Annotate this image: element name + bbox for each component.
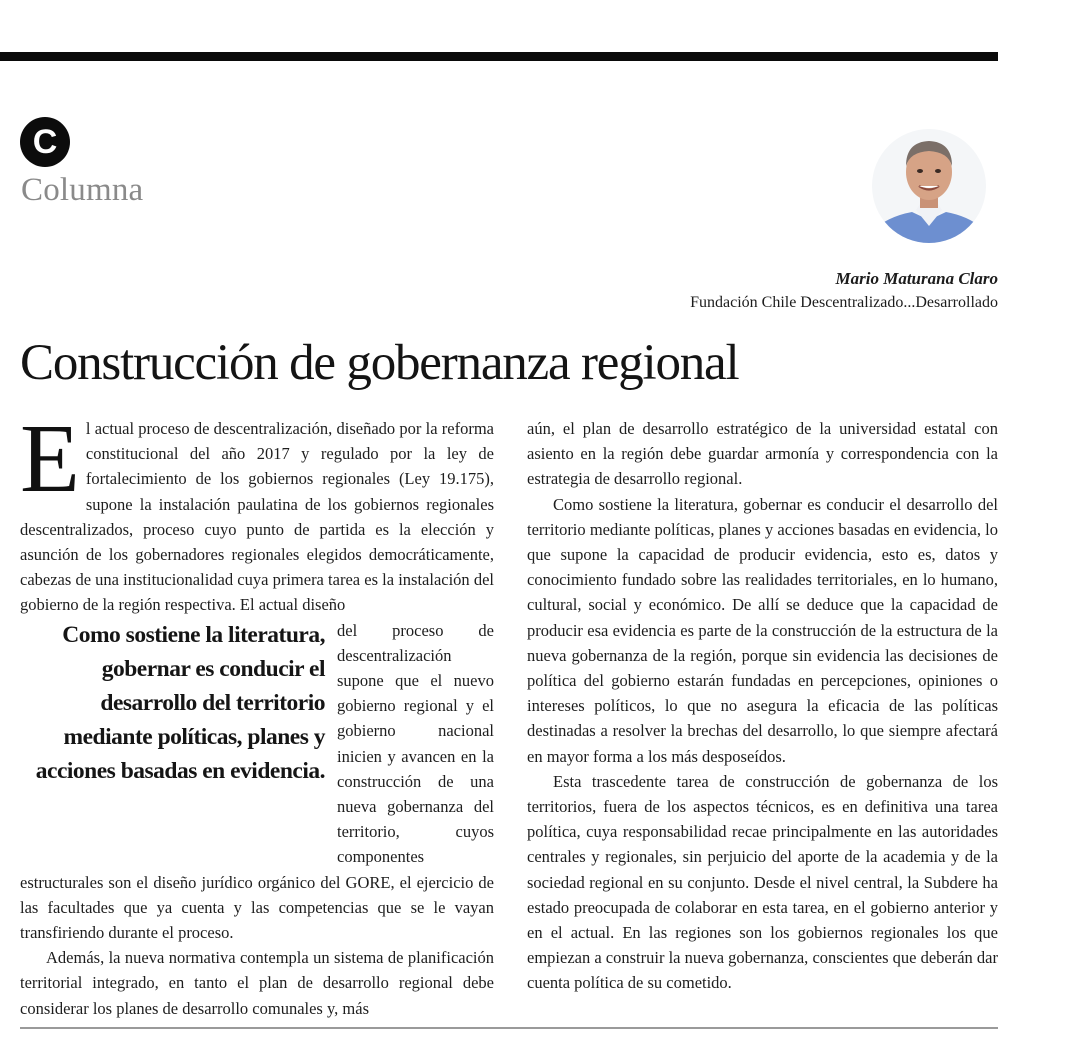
right-column (527, 416, 998, 996)
section-label: Columna (21, 172, 144, 208)
paragraph-2: Además, la nueva normativa contempla un sistema de planificación territorial integrado, en tanto el plan de desarrollo regional debe considerar los planes de desarrollo comunales y, más (20, 948, 494, 1018)
pull-quote: Como sostiene la literatura, gobernar es conducir el desarrollo del territorio mediante políticas, planes y acciones basadas en evidencia. (35, 621, 325, 784)
drop-cap: E (20, 405, 80, 513)
author-photo (872, 120, 986, 246)
author-organization: Fundación Chile Descentralizado...Desarrollado (690, 294, 998, 311)
author-name: Mario Maturana Claro (835, 269, 998, 288)
paragraph-1-continuation: del proceso de descentralización supone que el nuevo gobierno regional y el gobierno nacional inicien y avancen en la construcción de una nueva gobernanza del territorio, cuyos componentes estructurales son el diseño jurídico orgánico del GORE, el ejercicio de las facultades que ya cuenta y las competencias que se le vayan transfiriendo durante el proceso. (20, 620, 494, 943)
left-column (20, 405, 494, 1021)
column-badge-icon: C (20, 117, 70, 167)
paragraph-1-part-a: l actual proceso de descentralización, diseñado por la reforma constitucional del año 2017 y regulado por la ley de fortalecimiento de los gobiernos regionales (Ley 19.175), supone la instalación paulatina de los gobiernos regionales descentralizados, proceso cuyo punto de partida es la elección y asunción de los gobernadores regionales elegidos democráticamente, cabezas de una institucionalidad cuya primera tarea es la instalación del gobierno de la región respectiva. El actual diseño (20, 419, 494, 615)
bottom-rule (20, 1027, 998, 1029)
top-rule (0, 52, 998, 61)
paragraph-5: Esta trascedente tarea de construcción de gobernanza de los territorios, fuera de los aspectos técnicos, es en definitiva una tarea política, cuya responsabilidad recae principalmente en las autoridades centrales y regionales, sin perjuicio del aporte de la academia y de la sociedad regional en su conjunto. Desde el nivel central, la Subdere ha estado preocupada de colaborar en esta tarea, en el gobierno anterior y en el actual. En las regiones son los gobiernos regionales los que empiezan a construir la nueva gobernanza, conscientes que deberán dar cuenta política de su cometido. (527, 771, 998, 993)
paragraph-4: Como sostiene la literatura, gobernar es conducir el desarrollo del territorio mediante políticas, planes y acciones basadas en evidencia, lo que supone la capacidad de producir evidencia, esto es, datos y conocimiento fundado sobre las realidades territoriales, en lo humano, cultural, social y económico. De allí se deduce que la capacidad de producir esa evidencia es parte de la construcción de la estructura de la nueva gobernanza de la región, porque sin evidencia las decisiones de política del gobierno estarán fundadas en percepciones, opiniones o intereses políticos, lo que no asegura la eficacia de las políticas destinadas a resolver la brechas del desarrollo, lo que siempre afectará en mayor forma a los más desposeídos. (527, 494, 998, 766)
paragraph-3: aún, el plan de desarrollo estratégico de la universidad estatal con asiento en la región debe guardar armonía y correspondencia con la estrategia de desarrollo regional. (527, 419, 998, 489)
intro-paragraph (20, 405, 494, 618)
article-title: Construcción de gobernanza regional (20, 335, 739, 391)
